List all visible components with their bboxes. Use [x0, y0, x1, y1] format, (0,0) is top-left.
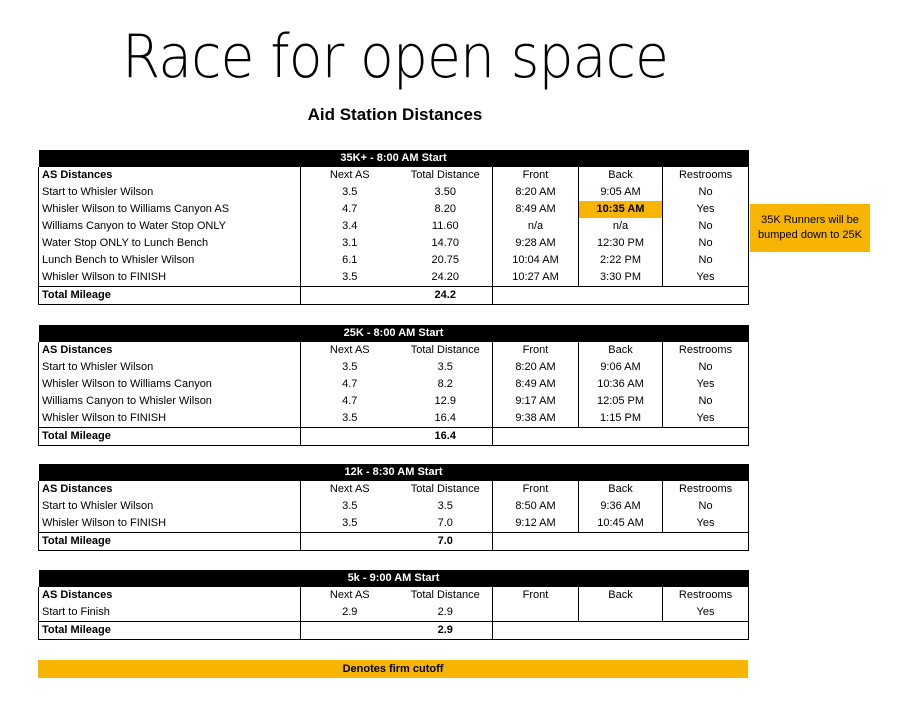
back-cell — [579, 604, 663, 622]
back-cell: 9:36 AM — [579, 498, 663, 515]
back-cell: 10:45 AM — [579, 515, 663, 533]
total-distance-cell: 2.9 — [437, 606, 453, 618]
total-distance-cell: 16.4 — [434, 412, 456, 424]
table-header: 35K+ - 8:00 AM Start — [39, 150, 749, 167]
back-cell: n/a — [579, 218, 663, 235]
restrooms-cell: Yes — [663, 269, 749, 287]
restrooms-cell: Yes — [663, 515, 749, 533]
table-row — [39, 218, 749, 235]
front-cell: 9:38 AM — [493, 410, 579, 428]
segment-cell: Lunch Bench to Whisler Wilson — [39, 252, 301, 269]
next-as-cell: 3.5 — [342, 412, 358, 424]
segment-cell: Whisler Wilson to FINISH — [39, 515, 301, 533]
table-row — [39, 184, 749, 201]
column-header: Next AS — [329, 344, 370, 356]
total-value: 24.2 — [399, 287, 493, 305]
next-as-cell: 3.5 — [342, 271, 358, 283]
segment-cell: Williams Canyon to Whisler Wilson — [39, 393, 301, 410]
back-cell: 9:06 AM — [579, 359, 663, 376]
segment-cell: Whisler Wilson to FINISH — [39, 410, 301, 428]
column-header: Front — [493, 481, 579, 498]
column-header: Next AS — [329, 169, 370, 181]
column-header: Front — [493, 587, 579, 604]
restrooms-cell: No — [663, 393, 749, 410]
table-row — [39, 235, 749, 252]
front-cell: n/a — [493, 218, 579, 235]
restrooms-cell: Yes — [663, 604, 749, 622]
table-header: 25K - 8:00 AM Start — [39, 325, 749, 342]
front-cell: 10:27 AM — [493, 269, 579, 287]
back-cell: 10:36 AM — [579, 376, 663, 393]
page-title: Race for open space — [121, 22, 669, 92]
column-header: Next AS — [329, 589, 370, 601]
cutoff-note: 35K Runners will be bumped down to 25K — [750, 204, 870, 252]
back-cell: 2:22 PM — [579, 252, 663, 269]
total-value: 7.0 — [399, 533, 493, 551]
column-header: Total Distance — [410, 589, 480, 601]
next-as-cell: 2.9 — [342, 606, 358, 618]
next-as-cell: 3.1 — [342, 237, 358, 249]
front-cell — [493, 604, 579, 622]
total-distance-cell: 24.20 — [431, 271, 460, 283]
restrooms-cell: Yes — [663, 201, 749, 218]
column-header: Restrooms — [663, 167, 749, 184]
total-label: Total Mileage — [39, 533, 301, 551]
restrooms-cell: No — [663, 218, 749, 235]
next-as-cell: 6.1 — [342, 254, 358, 266]
front-cell: 9:12 AM — [493, 515, 579, 533]
table-row — [39, 410, 749, 428]
column-header: AS Distances — [39, 167, 301, 184]
next-as-cell: 3.5 — [342, 517, 358, 529]
total-spacer — [301, 287, 399, 305]
total-distance-cell: 11.60 — [431, 220, 459, 232]
restrooms-cell: Yes — [663, 410, 749, 428]
column-header: Back — [579, 587, 663, 604]
column-header: AS Distances — [39, 481, 301, 498]
total-value: 16.4 — [399, 428, 493, 446]
next-as-cell: 4.7 — [342, 378, 358, 390]
next-as-cell: 3.4 — [342, 220, 358, 232]
column-header: Back — [579, 342, 663, 359]
total-distance-cell: 8.20 — [434, 203, 456, 215]
table-row — [39, 515, 749, 533]
segment-cell: Whisler Wilson to Williams Canyon AS — [39, 201, 301, 218]
restrooms-cell: No — [663, 235, 749, 252]
total-distance-cell: 14.70 — [431, 237, 460, 249]
next-as-cell: 3.5 — [342, 361, 358, 373]
total-value: 2.9 — [399, 622, 493, 640]
column-header: Total Distance — [410, 483, 480, 495]
total-spacer — [301, 533, 399, 551]
table-row — [39, 201, 749, 218]
segment-cell: Whisler Wilson to FINISH — [39, 269, 301, 287]
back-cell: 9:05 AM — [579, 184, 663, 201]
column-header: AS Distances — [39, 587, 301, 604]
table-row — [39, 376, 749, 393]
column-header: Front — [493, 342, 579, 359]
restrooms-cell: No — [663, 359, 749, 376]
column-header: Back — [579, 167, 663, 184]
table-row — [39, 604, 749, 622]
table-row — [39, 359, 749, 376]
table-5k — [38, 570, 749, 640]
total-blank — [493, 287, 749, 305]
column-header: AS Distances — [39, 342, 301, 359]
next-as-cell: 4.7 — [342, 203, 358, 215]
restrooms-cell: No — [663, 184, 749, 201]
column-header: Restrooms — [663, 481, 749, 498]
total-spacer — [301, 622, 399, 640]
total-distance-cell: 3.5 — [437, 361, 453, 373]
front-cell: 8:49 AM — [493, 201, 579, 218]
total-distance-cell: 3.5 — [437, 500, 453, 512]
back-cell: 1:15 PM — [579, 410, 663, 428]
front-cell: 8:49 AM — [493, 376, 579, 393]
back-cell: 3:30 PM — [579, 269, 663, 287]
column-header: Restrooms — [663, 342, 749, 359]
front-cell: 9:28 AM — [493, 235, 579, 252]
segment-cell: Start to Whisler Wilson — [39, 359, 301, 376]
total-distance-cell: 12.9 — [434, 395, 456, 407]
total-distance-cell: 3.50 — [434, 186, 456, 198]
cutoff-legend: Denotes firm cutoff — [38, 660, 748, 678]
total-label: Total Mileage — [39, 287, 301, 305]
total-blank — [493, 428, 749, 446]
restrooms-cell: Yes — [663, 376, 749, 393]
front-cell: 8:20 AM — [493, 184, 579, 201]
back-cell: 10:35 AM — [579, 201, 663, 218]
segment-cell: Start to Whisler Wilson — [39, 498, 301, 515]
segment-cell: Whisler Wilson to Williams Canyon — [39, 376, 301, 393]
restrooms-cell: No — [663, 498, 749, 515]
column-header: Back — [579, 481, 663, 498]
front-cell: 9:17 AM — [493, 393, 579, 410]
column-header: Restrooms — [663, 587, 749, 604]
column-header: Front — [493, 167, 579, 184]
next-as-cell: 3.5 — [342, 500, 358, 512]
total-spacer — [301, 428, 399, 446]
front-cell: 8:50 AM — [493, 498, 579, 515]
column-header: Next AS — [329, 483, 370, 495]
column-header: Total Distance — [410, 169, 480, 181]
segment-cell: Start to Finish — [39, 604, 301, 622]
total-distance-cell: 20.75 — [431, 254, 460, 266]
total-blank — [493, 533, 749, 551]
table-35k — [38, 150, 749, 305]
segment-cell: Water Stop ONLY to Lunch Bench — [39, 235, 301, 252]
table-row — [39, 498, 749, 515]
next-as-cell: 3.5 — [342, 186, 358, 198]
table-row — [39, 393, 749, 410]
total-label: Total Mileage — [39, 428, 301, 446]
total-distance-cell: 7.0 — [437, 517, 453, 529]
table-header: 12k - 8:30 AM Start — [39, 464, 749, 481]
page-subtitle: Aid Station Distances — [307, 105, 483, 124]
total-distance-cell: 8.2 — [437, 378, 453, 390]
front-cell: 10:04 AM — [493, 252, 579, 269]
segment-cell: Williams Canyon to Water Stop ONLY — [39, 218, 301, 235]
restrooms-cell: No — [663, 252, 749, 269]
back-cell: 12:05 PM — [579, 393, 663, 410]
front-cell: 8:20 AM — [493, 359, 579, 376]
back-cell: 12:30 PM — [579, 235, 663, 252]
column-header: Total Distance — [410, 344, 480, 356]
next-as-cell: 4.7 — [342, 395, 358, 407]
total-blank — [493, 622, 749, 640]
segment-cell: Start to Whisler Wilson — [39, 184, 301, 201]
total-label: Total Mileage — [39, 622, 301, 640]
table-header: 5k - 9:00 AM Start — [39, 570, 749, 587]
table-12k — [38, 464, 749, 551]
table-row — [39, 252, 749, 269]
table-row — [39, 269, 749, 287]
table-25k — [38, 325, 749, 446]
